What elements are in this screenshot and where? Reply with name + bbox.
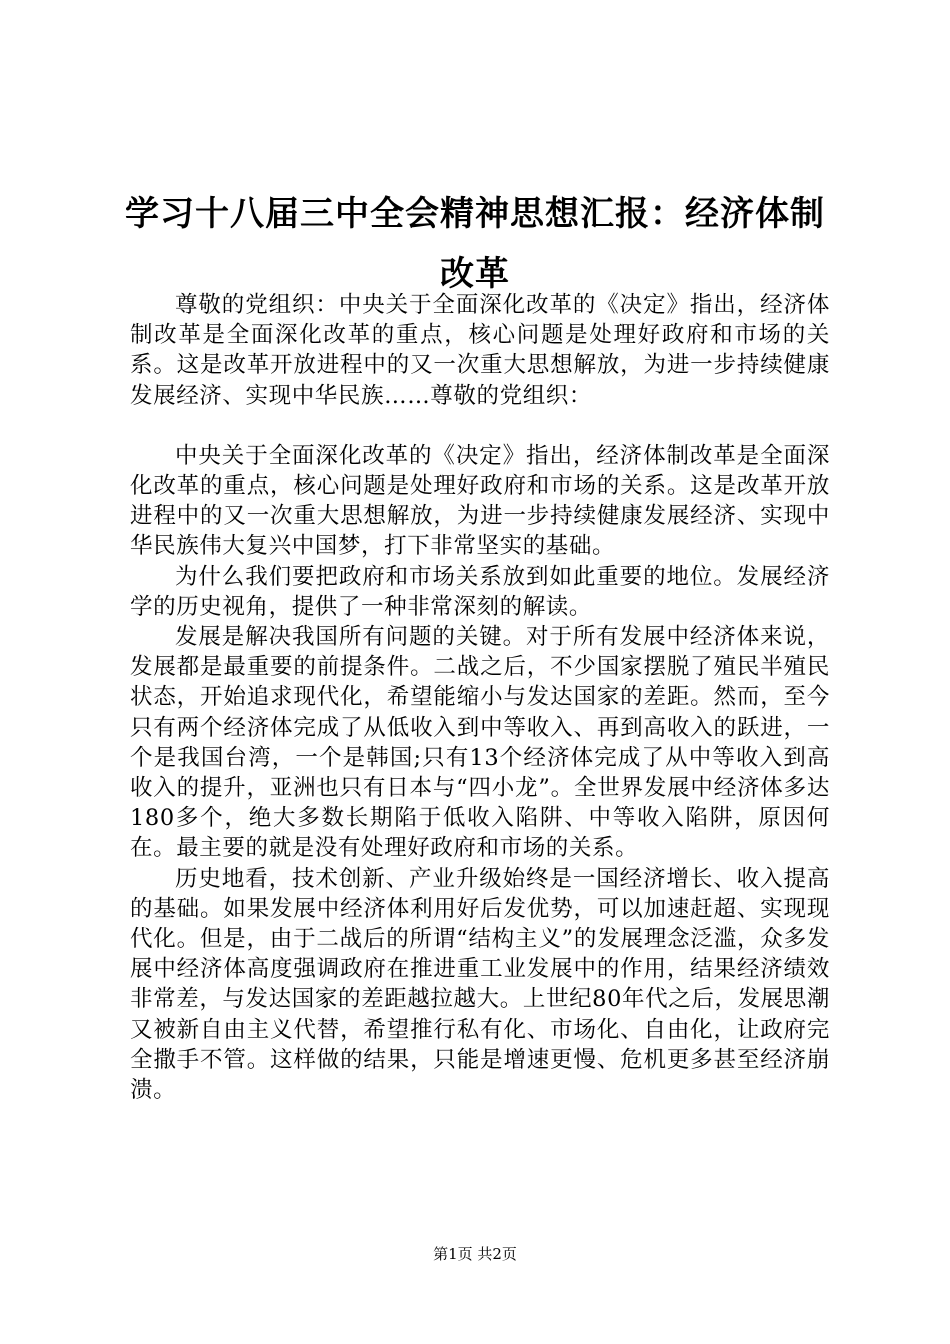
body-paragraph-1: 中央关于全面深化改革的《决定》指出，经济体制改革是全面深化改革的重点，核心问题是处理好政府和市场的关系。这是改革开放进程中的又一次重大思想解放，为进一步持续健康发展经济、实现中华民族伟大复兴中国梦，打下非常坚实的基础。	[130, 442, 830, 560]
intro-paragraph: 尊敬的党组织：中央关于全面深化改革的《决定》指出，经济体制改革是全面深化改革的重点，核心问题是处理好政府和市场的关系。这是改革开放进程中的又一次重大思想解放，为进一步持续健康发展经济、实现中华民族……尊敬的党组织：	[130, 292, 830, 409]
page-number-footer: 第1页 共2页	[433, 1245, 517, 1263]
body-paragraph-2: 为什么我们要把政府和市场关系放到如此重要的地位。发展经济学的历史视角，提供了一种非常深刻的解读。	[130, 563, 830, 620]
body-paragraph-3: 发展是解决我国所有问题的关键。对于所有发展中经济体来说，发展都是最重要的前提条件。二战之后，不少国家摆脱了殖民半殖民状态，开始追求现代化，希望能缩小与发达国家的差距。然而，至今只有两个经济体完成了从低收入到中等收入、再到高收入的跃进，一个是我国台湾，一个是韩国;只有13个经济体完成了从中等收入到高收入的提升，亚洲也只有日本与“四小龙”。全世界发展中经济体多达180多个，绝大多数长期陷于低收入陷阱、中等收入陷阱，原因何在。最主要的就是没有处理好政府和市场的关系。	[130, 624, 830, 862]
body-paragraph-4: 历史地看，技术创新、产业升级始终是一国经济增长、收入提高的基础。如果发展中经济体利用好后发优势，可以加速赶超、实现现代化。但是，由于二战后的所谓“结构主义”的发展理念泛滥，众多发展中经济体高度强调政府在推进重工业发展中的作用，结果经济绩效非常差，与发达国家的差距越拉越大。上世纪80年代之后，发展思潮又被新自由主义代替，希望推行私有化、市场化、自由化，让政府完全撒手不管。这样做的结果，只能是增速更慢、危机更多甚至经济崩溃。	[130, 865, 830, 1104]
document-body	[130, 290, 830, 1105]
document-title: 学习十八届三中全会精神思想汇报：经济体制改革	[125, 194, 825, 294]
